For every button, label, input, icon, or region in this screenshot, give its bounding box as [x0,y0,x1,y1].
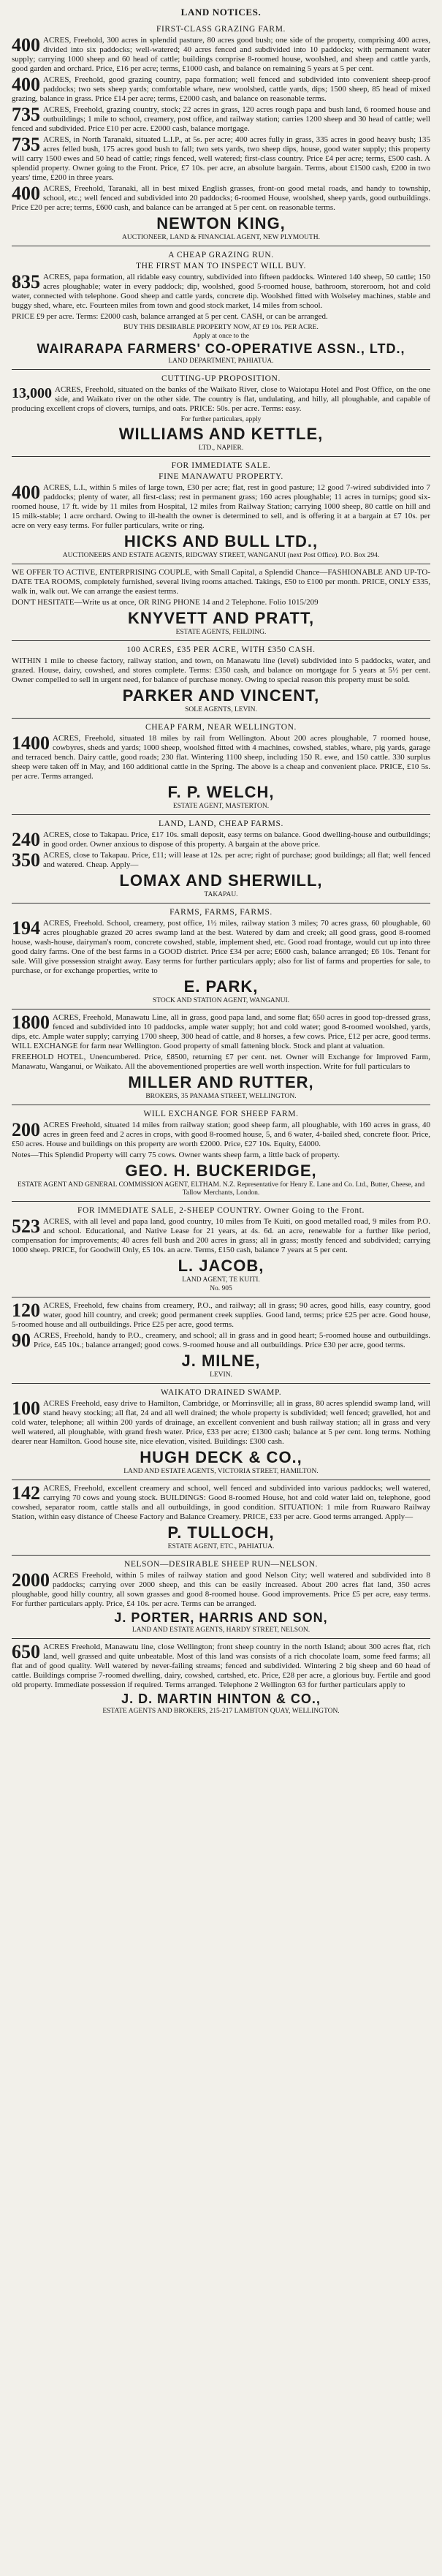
agent-name: PARKER AND VINCENT, [122,686,320,705]
acreage-figure: 400 [12,34,40,56]
acreage-figure: 200 [12,1119,40,1140]
advertisement [12,246,430,369]
advertisement [12,1297,430,1383]
ad-paragraph [12,1643,430,1690]
ad-paragraph [12,105,430,134]
ad-paragraph [12,483,430,531]
acreage-figure: 1400 [12,732,50,754]
sections-container [12,20,430,1719]
acreage-figure: 2000 [12,1569,50,1591]
ad-paragraph [12,598,430,607]
agent-address: LAND AND ESTATE AGENTS, HARDY STREET, NELSON. [132,1626,310,1634]
advertisement [12,640,430,718]
advertisement [12,20,430,246]
ad-heading: FOR IMMEDIATE SALE. [171,461,271,470]
acreage-figure: 650 [12,1641,40,1662]
advertisement [12,1105,430,1201]
ad-body-text: ACRES, L.I., within 5 miles of large town, £30 per acre; flat, rest in good pasture; 12 good 7-wired subdivided into 7 paddocks; plenty of water, all first-class; rest in permanent grass; 160 acres ploughable; 11 acres in turnips; good six-roomed house, 17 ft. wide by 11 miles from Hospital, 12 miles from Railway Station; carrying 1000 sheep, 80 cattle on hill and 15 milk-stable; 1 acre orchard. Owing to ill-health the owner is determined to sell, and is offering it at a bargain at £7 10s. per acre on very easy terms. For fuller particulars, write or ring. [12,483,430,530]
ad-heading: FARMS, FARMS, FARMS. [169,908,273,917]
ad-subheading: FINE MANAWATU PROPERTY. [159,472,283,481]
advertisement [12,369,430,456]
agent-address: LAND AND ESTATE AGENTS, VICTORIA STREET, HAMILTON. [123,1468,319,1475]
agent-name: MILLER AND RUTTER, [128,1073,314,1091]
agent-name: J. MILNE, [181,1352,261,1370]
ad-paragraph [12,1121,430,1149]
ad-body-text: ACRES, Freehold, grazing country, stock; 22 acres in grass, 120 acres rough papa and bush land, 6 roomed house and outbuildings; 1 mile to school, creamery, post office, and railway station; carries 1200 sheep and 30 head of cattle; well fenced and subdivided. Price £10 per acre. £2000 cash, balance mortgage. [12,105,430,133]
ad-paragraph [12,1217,430,1255]
ad-body-text: ACRES, Freehold, good grazing country, papa formation; well fenced and subdivided into convenient sheep-proof paddocks; two sets sheep yards; comfortable whare, new woolshed, cattle yards, dips; 1500 sheep, 85 head of mixed grazing, balance in grass. Price £14 per acre; terms, £2000 cash, and balance on reasonable terms. [12,75,430,103]
ad-body-text: ACRES, Freehold, situated on the banks of the Waikato River, close to Waiotapu Hotel and Post Office, on the one side, and Waikato river on the other side. The country is flat, undulating, and hilly, all ploughable, and capable of producing excellent crops of clovers, turnips, and oats. PRICE: 50s. per acre. Terms: easy. [12,385,430,413]
ad-paragraph [12,1151,430,1160]
ad-body-text: ACRES, Freehold, few chains from creamery, P.O., and railway; all in grass; 90 acres, good hills, easy country, good water, good hill country, and creek; good permanent creek supplies. Good land, terms; price £25 per acre. Good house, 5-roomed house and all outbuildings. Price £25 per acre, good terms. [12,1301,430,1329]
agent-address: LAND DEPARTMENT, PAHIATUA. [168,357,274,365]
ad-body-text: Notes—This Splendid Property will carry 75 cows. Owner wants sheep farm, a little back of property. [12,1151,340,1159]
ad-heading: FIRST-CLASS GRAZING FARM. [156,25,286,34]
ad-subheading: THE FIRST MAN TO INSPECT WILL BUY. [135,262,307,270]
acreage-figure: 400 [12,74,40,95]
ad-heading: A CHEAP GRAZING RUN. [168,251,274,260]
ad-body-text: ACRES Freehold, Manawatu line, close Wellington; front sheep country in the north Island; about 300 acres flat, rich land, well grassed and quite unbeatable. Most of this land was consists of a rich chocolate loam, some feed farms; all flat and of good quality. Well watered by never-failing streams; fenced and subdivided. Wintering 2 big sheep and 60 head of cattle. Buildings comprise 7-roomed dwelling, dairy, cowshed, cartshed, etc. Price, £28 per acre, a glorious buy. Fertile and good old property. Immediate possession if required. Terms arranged. Telephone 2 Wellington 63 for further particulars apply to [12,1643,430,1689]
ad-body-text: ACRES Freehold, easy drive to Hamilton, Cambridge, or Morrinsville; all in grass, 80 acres splendid swamp land, will stand heavy stocking; all flat, 24 and all well drained; the whole property is subdivided; well fenced; gravelled, hot and cold water, telephone; all within 200 yards of drainage, an excellent convenient and bush railway station; all in grass and very well watered, all ploughable, with grand fresh water. Price, £33 per acre; £1300 cash; balance at 5 per cent. long terms. Nothing dearer near Hamilton. Good house site, nice elevation, visited. Buildings: £300 cash. [12,1399,430,1446]
advertisement [12,1009,430,1105]
agent-name: J. PORTER, HARRIS AND SON, [114,1610,328,1625]
acreage-figure: 90 [12,1330,31,1351]
acreage-figure: 1800 [12,1012,50,1033]
ad-body-text: WE OFFER TO ACTIVE, ENTERPRISING COUPLE, with Small Capital, a Splendid Chance—FASHIONABLE AND UP-TO-DATE TEA ROOMS, completely furnished, several living rooms attached. Takings, £50 to £100 per month. PRICE, ONLY £335, walk in, walk out. We can arrange the easiest terms. [12,568,430,596]
ad-tagline: BUY THIS DESIRABLE PROPERTY NOW, AT £9 10s. PER ACRE. [123,324,319,331]
advertisement [12,1480,430,1555]
agent-address: LEVIN. [210,1371,232,1379]
acreage-figure: 735 [12,134,40,155]
ad-paragraph [12,1399,430,1447]
ad-heading: FOR IMMEDIATE SALE, 2-SHEEP COUNTRY. Owner Going to the Front. [77,1206,365,1215]
agent-address: ESTATE AGENT, ETC., PAHIATUA. [167,1543,275,1550]
acreage-figure: 523 [12,1216,40,1237]
agent-name: GEO. H. BUCKERIDGE, [125,1162,317,1180]
apply-line: For further particulars, apply [180,416,262,423]
agent-address: ESTATE AGENT AND GENERAL COMMISSION AGENT, ELTHAM. N.Z. Representative for Henry E. Lane and Co. Ltd., Butter, Cheese, and Tallow Merchants, London. [17,1181,425,1197]
ad-body-text: ACRES, close to Takapau. Price, £17 10s. small deposit, easy terms on balance. Good dwelling-house and outbuildings; in good order. Owner anxious to dispose of this property. A bargain at the above price. [43,830,430,849]
ad-heading: LAND, LAND, CHEAP FARMS. [159,819,283,828]
ad-paragraph [12,1331,430,1350]
advertisement [12,1638,430,1719]
acreage-figure: 350 [12,849,40,871]
ad-paragraph [12,1484,430,1522]
agent-name: KNYVETT AND PRATT, [127,609,315,627]
ad-body-text: ACRES, close to Takapau. Price, £11; will lease at 12s. per acre; right of purchase; good buildings; all flat; well fenced and watered. Cheap. Apply— [43,851,430,869]
agent-address: LAND AGENT, TE KUITI. [182,1276,260,1284]
ad-body-text: ACRES, Freehold, Manawatu Line, all in grass, good papa land, and some flat; 650 acres in good top-dressed grass, fenced and subdivided into 10 paddocks, ample water supply; hot and cold water; good 8-roomed woolshed, yards, dips, etc. Ample water supply; carrying 1700 sheep, 300 head of cattle, and 8 horses, a few cows. Price, £12 per acre, good terms. WILL EXCHANGE for farm near Wellington. Good property of small fattening block. Stock and plant at valuation. [12,1013,430,1050]
agent-address: ESTATE AGENTS AND BROKERS, 215-217 LAMBTON QUAY, WELLINGTON. [102,1708,340,1715]
ad-paragraph [12,919,430,976]
ad-body-text: ACRES, Freehold, 300 acres in splendid pasture, 80 acres good bush; one side of the property, comprising 400 acres, divided into six paddocks; well-watered; 40 acres fenced and subdivided into 10 paddocks; with permanent water supply; carrying 1000 sheep and 60 head of cattle; buildings comprise 8-roomed house, woolshed, and sheep and cattle yards, good garden and orchard. Price, £16 per acre; terms, £1000 cash, and balance on remaining 5 years at 5 per cent. [12,36,430,73]
agent-name: J. D. MARTIN HINTON & CO., [121,1692,321,1706]
ad-paragraph [12,851,430,870]
acreage-figure: 194 [12,917,40,939]
acreage-figure: 142 [12,1482,40,1504]
page-title: LAND NOTICES. [180,7,262,18]
ad-body-text: ACRES Freehold, within 5 miles of railway station and good Nelson City; well watered and subdivided into 8 paddocks; carrying over 2000 sheep, and this can be easily increased. About 200 acres flat land, 350 acres ploughable, good hilly country, all sown grasses and good 8-roomed house. Good improvements. Price £5 per acre, easy terms. For further particulars apply. Price, £4 10s. per acre. Terms can be arranged. [12,1571,430,1608]
advertisement [12,814,430,903]
ad-body-text: PRICE £9 per acre. Terms: £2000 cash, balance arranged at 5 per cent. CASH, or can be arranged. [12,312,328,321]
acreage-figure: 120 [12,1300,40,1321]
ad-paragraph [12,135,430,183]
agent-name: P. TULLOCH, [167,1523,275,1542]
ad-paragraph [12,36,430,74]
ad-paragraph [12,1571,430,1609]
agent-address: SOLE AGENTS, LEVIN. [185,706,257,713]
ad-paragraph [12,273,430,311]
ad-paragraph [12,385,430,414]
ad-body-text: ACRES, Freehold. School, creamery, post office, 1½ miles, railway station 3 miles; 70 acres grass, 60 ploughable, 60 acres ploughable grazed 20 acres swamp land at the best. Watered by dam and creek; all good grass, good 8-roomed house, wash-house, dairyman's room, concrete cowshed, stable, implement shed, etc. Good road frontage, would cut up into three good dairy farms. One of the best farms in a GOOD district. Price £34 per acre; £600 cash, balance arranged; £6 10s. Tenant for sale. Will give possession straight away. Easy terms for further particulars apply; also for list of farms and properties for sale, to purchase, or for exchange properties, write to [12,919,430,975]
ad-heading: 100 ACRES, £35 PER ACRE, WITH £350 CASH. [126,645,316,654]
agent-address: AUCTIONEERS AND ESTATE AGENTS, RIDGWAY STREET, WANGANUI (next Post Office). P.O. Box 294. [62,552,380,559]
agent-address: LTD., NAPIER. [198,444,244,452]
acreage-figure: 835 [12,271,40,292]
agent-address: ESTATE AGENTS, FEILDING. [175,629,267,636]
acreage-figure: 100 [12,1398,40,1419]
acreage-figure: 13,000 [12,385,52,401]
ad-paragraph [12,734,430,781]
ad-body-text: ACRES, Freehold, Taranaki, all in best mixed English grasses, front-on good metal roads, and handy to township, school, etc.; well fenced and subdivided into 20 paddocks; 6-roomed House, woolshed, sheep yards, good outbuildings. Price £20 per acre; terms, £600 cash, and balance can be arranged at 5 per cent. on reasonable terms. [12,184,430,212]
agent-name: NEWTON KING, [156,214,286,232]
ad-body-text: ACRES, with all level and papa land, good country, 10 miles from Te Kuiti, on good metalled road, 9 miles from P.O. and school. Educational, and Native Lease for 21 years, at 4s. 6d. an acre, renewable for a further like period, compensation for improvements; 40 acres fell bush and 200 acres in grass; all in grass; mostly fenced and subdivided; carrying 1000 sheep. PRICE, for Goodwill Only, £5 10s. an acre. Terms, £150 cash, balance 7 years at 5 per cent. [12,1217,430,1254]
ad-body-text: ACRES, Freehold, excellent creamery and school, well fenced and subdivided into various paddocks; well watered, carrying 70 cows and young stock. BUILDINGS: Good 8-roomed House, hot and cold water laid on, telephone, good cowshed, separator room, cattle stalls and all outbuildings, in good condition. SITUATION: 1 mile from Ruawaro Railway Station, within easy distance of Cheese Factory and Balance Creamery. PRICE, £33 per acre. Good terms arranged. Apply— [12,1484,430,1521]
agent-name: HUGH DECK & CO., [140,1448,302,1466]
ad-body-text: ACRES Freehold, situated 14 miles from railway station; good sheep farm, all ploughable, with 160 acres in grass, 40 acres in green feed and 2 acres in crops, with good 8-roomed house, 5, and 6 water, 4-bailed shed, concrete floor. Price, £50 acres. House and buildings on this property are worth £2000. Price, £27 10s. Equity, £4000. [12,1121,430,1148]
ad-heading: NELSON—DESIRABLE SHEEP RUN—NELSON. [124,1560,318,1569]
acreage-figure: 735 [12,104,40,125]
agent-name: WILLIAMS AND KETTLE, [118,425,324,443]
ad-body-text: WITHIN 1 mile to cheese factory, railway station, and town, on Manawatu line (level) subdivided into 5 paddocks, water, and grazed. House, dairy, cowshed, and stores complete. Terms: £350 cash, and balance on mortgage for 5 years at 5½ per cent. Owner compelled to sell in urgent need, for balance of purchase money. Owing to special reason this property must be sold. [12,656,430,684]
ad-paragraph [12,75,430,104]
agent-name: HICKS AND BULL LTD., [123,532,319,550]
ad-paragraph [12,184,430,213]
ad-paragraph [12,312,430,322]
ad-body-text: ACRES, in North Taranaki, situated L.I.P., at 5s. per acre; 400 acres fully in grass, 335 acres in good heavy bush; 135 acres felled bush, 175 acres good bush to fall; two sets yards, two sheep dips, house, good water supply; this property will carry 1500 ewes and 50 head of cattle; rings fenced, well watered; first-class country. Price £4 per acre; terms, £500 cash. A splendid property. Owner going to the Front. Price, £7 10s. per acre, an absolute bargain. Terms, about £1500 cash, £200 in two years' time, £200 in three years. [12,135,430,182]
agent-name: L. JACOB, [178,1257,264,1275]
agent-address: ESTATE AGENT, MASTERTON. [172,803,270,810]
ad-heading: WILL EXCHANGE FOR SHEEP FARM. [143,1110,299,1118]
ad-paragraph [12,656,430,685]
agent-address: STOCK AND STATION AGENT, WANGANUI. [152,997,290,1004]
advertisement [12,1555,430,1638]
advertisement [12,903,430,1009]
ad-heading: CHEAP FARM, NEAR WELLINGTON. [145,723,297,732]
acreage-figure: 400 [12,183,40,204]
advertisement [12,718,430,814]
agent-name: LOMAX AND SHERWILL, [119,871,323,890]
agent-address: TAKAPAU. [204,891,238,898]
ad-paragraph [12,830,430,849]
ad-body-text: ACRES, papa formation, all ridable easy country, subdivided into fifteen paddocks. Wintered 140 sheep, 50 cattle; 150 acres ploughable; water in every paddock; dip, woolshed, good 5-roomed house, bathroom, storeroom, hot and cold water, connected with telephone. Good sheep and cattle yards, concrete dip. Woolshed fitted with Wolseley machines, stable and buggy shed, whare, etc. Fourteen miles from town and good stock market, 14 miles from school. [12,273,430,310]
agent-name: E. PARK, [183,977,259,996]
ad-paragraph [12,1053,430,1072]
apply-line: Apply at once to the [192,333,250,340]
ad-paragraph [12,1301,430,1330]
advertisement [12,1383,430,1480]
agent-name: WAIRARAPA FARMERS' CO-OPERATIVE ASSN., LTD., [37,341,405,356]
acreage-figure: 240 [12,829,40,850]
acreage-figure: 400 [12,482,40,503]
ad-body-text: ACRES, Freehold, situated 18 miles by rail from Wellington. About 200 acres ploughable, 7 roomed house, cowbyres, sheds and yards; 1000 sheep, woolshed fitted with 4 machines, cowshed, stables, whare, pig yards, garage and terraced bench. Dairy cattle, good roads; 230 flat. Wintering 1100 sheep, including 150 R. ewe, and 150 cattle. 330 surplus sheep were taken off in May, and 160 additional cattle in the Spring. The above is a cheap and convenient place. PRICE, £10 5s. per acre. Terms arranged. [12,734,430,781]
agent-address: BROKERS, 35 PANAMA STREET, WELLINGTON. [145,1093,297,1100]
ad-heading: CUTTING-UP PROPOSITION. [161,374,281,383]
ad-heading: WAIKATO DRAINED SWAMP. [160,1388,282,1397]
ad-body-text: FREEHOLD HOTEL, Unencumbered. Price, £8500, returning £7 per cent. net. Owner will Exchange for Improved Farm, Manawatu, Wanganui, or Waikato. All the abovementioned properties are well worth inspection. Write for full particulars to [12,1053,430,1071]
ad-paragraph [12,568,430,596]
agent-address: AUCTIONEER, LAND & FINANCIAL AGENT, NEW PLYMOUTH. [122,234,320,241]
advertisement [12,1201,430,1297]
ad-body-text: DON'T HESITATE—Write us at once, OR RING PHONE 14 and 2 Telephone. Folio 1015/209 [12,598,319,607]
ad-body-text: ACRES, Freehold, handy to P.O., creamery, and school; all in grass and in good heart; 5-roomed house and outbuildings. Price, £45 10s.; balance arranged; good cows. 9-roomed house and all outbuildings. Price £30 per acre, good terms. [34,1331,430,1349]
ad-paragraph [12,1013,430,1051]
folio-number: No. 905 [210,1285,232,1292]
advertisement [12,456,430,564]
agent-name: F. P. WELCH, [167,783,275,801]
advertisement [12,564,430,640]
